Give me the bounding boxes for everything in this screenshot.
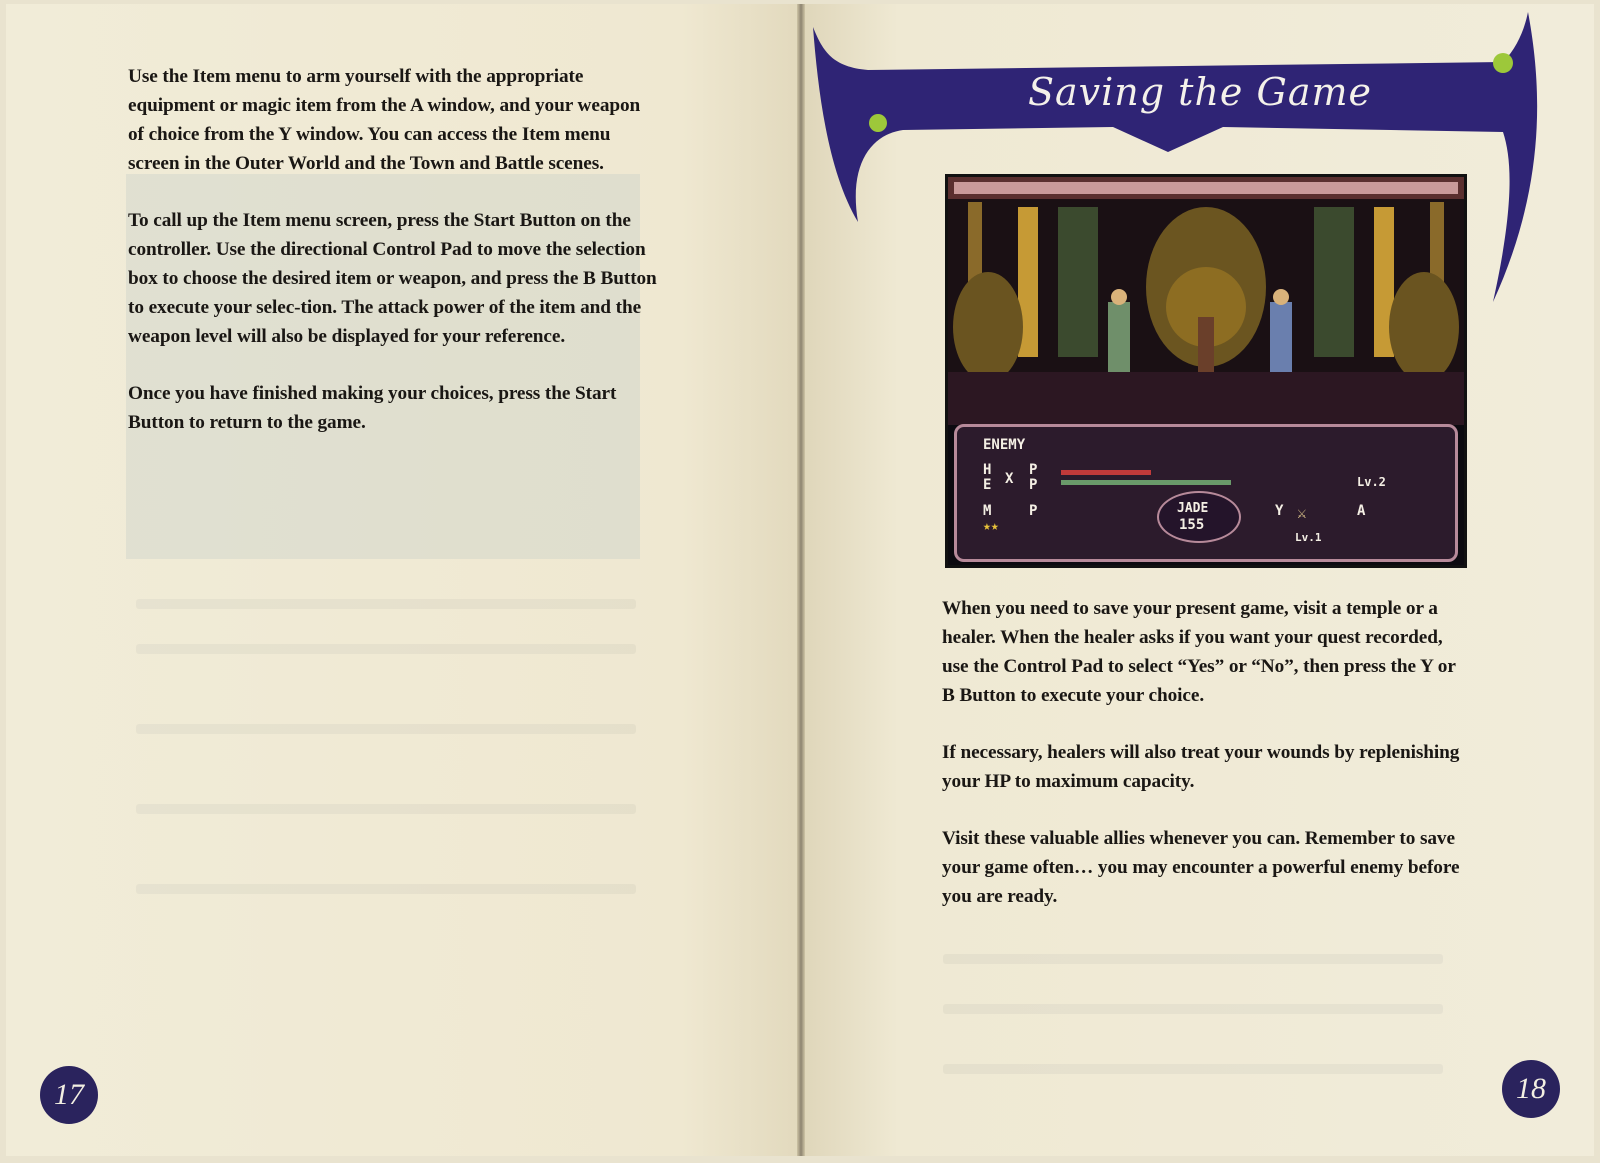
hp-bar [1061, 470, 1151, 475]
wall-panel [1314, 207, 1354, 357]
banner-dot-right [1493, 53, 1513, 73]
right-paragraph-3: Visit these valuable allies whenever you can. Remember to save your game often… you may encounter a powerful enemy before you are ready. [942, 828, 1460, 907]
healer-figure-right [1270, 302, 1292, 372]
book-spine [797, 4, 805, 1156]
he-label: H E [983, 462, 992, 493]
frieze-band [954, 182, 1458, 194]
item-level: Lv.2 [1357, 475, 1386, 489]
dragon-statue-right [1389, 272, 1459, 382]
game-screenshot [945, 174, 1467, 568]
right-paragraph-2: If necessary, healers will also treat your wounds by replenishing your HP to maximum capacity. [942, 742, 1460, 792]
left-paragraph-2: To call up the Item menu screen, press the Start Button on the controller. Use the directional Control Pad to move the selection box to choose the desired item or weapon, and press the B Button to execute your selec-tion. The attack power of the item and the weapon level will also be displayed for your reference. [128, 210, 657, 347]
magic-stars: ★★ [983, 519, 999, 534]
print-through-line [943, 1064, 1443, 1074]
enemy-label: ENEMY [983, 437, 1026, 453]
pp-label: P P [1029, 462, 1038, 493]
print-through-line [136, 644, 636, 654]
temple-floor [948, 372, 1464, 425]
print-through-line [943, 954, 1443, 964]
exp-bar [1061, 480, 1231, 485]
page-number-left: 17 [40, 1066, 98, 1124]
y-slot-label: Y [1275, 503, 1284, 519]
jade-value: 155 [1179, 517, 1205, 533]
x-label: X [1005, 471, 1014, 487]
left-paragraph-1: Use the Item menu to arm yourself with the appropriate equipment or magic item from the A window, and your weapon of choice from the Y window. You can access the Item menu screen in the Outer World and the Town and Battle scenes. [128, 66, 641, 174]
sword-icon: ⚔ [1297, 503, 1307, 522]
left-paragraph-3: Once you have finished making your choices, press the Start Button to return to the game. [128, 383, 617, 433]
page-number-right: 18 [1502, 1060, 1560, 1118]
healer-head-right [1273, 289, 1289, 305]
wall-panel [1058, 207, 1098, 357]
right-page-text [942, 594, 1462, 939]
a-slot-label: A [1357, 503, 1366, 519]
jade-label: JADE [1177, 501, 1209, 516]
left-page-text [128, 62, 658, 465]
hero-figure [1198, 317, 1214, 377]
healer-head-left [1111, 289, 1127, 305]
print-through-line [136, 724, 636, 734]
status-panel [954, 424, 1458, 562]
banner-dot-left [869, 114, 887, 132]
mp-label: M [983, 503, 992, 519]
temple-scene [948, 177, 1464, 425]
healer-figure-left [1108, 302, 1130, 372]
print-through-line [136, 804, 636, 814]
p-label: P [1029, 503, 1038, 519]
right-paragraph-1: When you need to save your present game, visit a temple or a healer. When the healer asks if you want your quest recorded, use the Control Pad to select “Yes” or “No”, then press the Y or B Button to execute your choice. [942, 598, 1456, 706]
weapon-level: Lv.1 [1295, 531, 1322, 544]
print-through-line [136, 599, 636, 609]
print-through-line [136, 884, 636, 894]
page-title: Saving the Game [1027, 70, 1373, 114]
dragon-statue-left [953, 272, 1023, 382]
print-through-line [943, 1004, 1443, 1014]
